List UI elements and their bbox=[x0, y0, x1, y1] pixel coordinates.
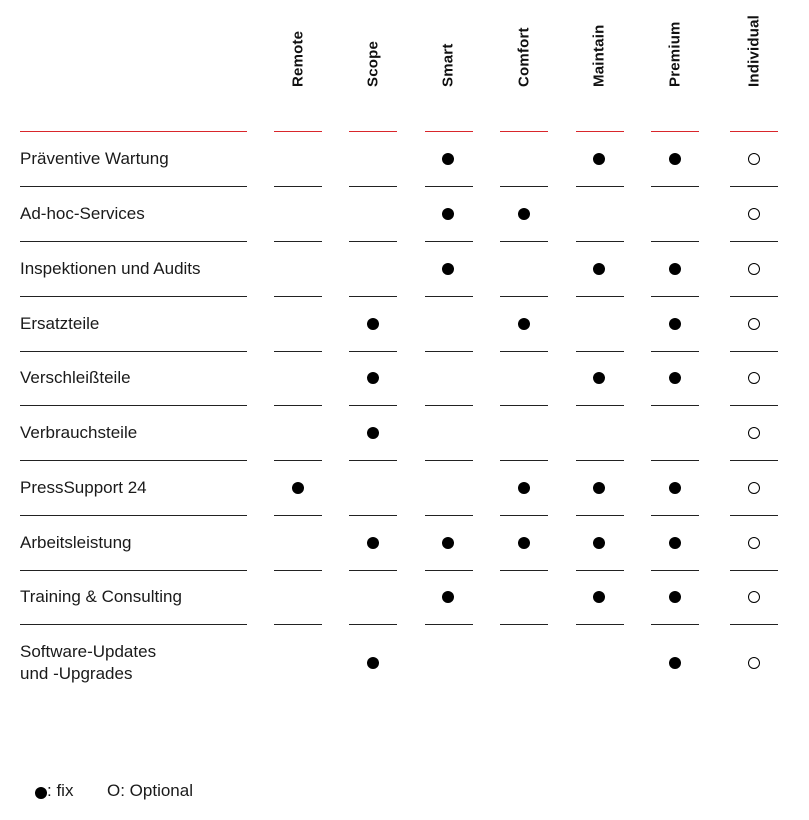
fix-dot-icon bbox=[442, 208, 454, 220]
column-header-label: Maintain bbox=[590, 24, 608, 87]
fix-dot-icon bbox=[593, 482, 605, 494]
optional-circle-icon bbox=[748, 372, 760, 384]
fix-dot-icon bbox=[669, 318, 681, 330]
optional-circle-icon bbox=[748, 318, 760, 330]
row-divider bbox=[274, 405, 322, 406]
row-divider bbox=[500, 186, 548, 187]
row-divider bbox=[651, 296, 699, 297]
row-divider bbox=[651, 624, 699, 625]
row-divider bbox=[274, 624, 322, 625]
column-header-individual bbox=[739, 12, 769, 104]
row-divider bbox=[349, 351, 397, 352]
optional-circle-icon bbox=[748, 591, 760, 603]
row-label: Ersatzteile bbox=[20, 314, 100, 333]
row-divider bbox=[730, 624, 778, 625]
fix-dot-icon bbox=[593, 537, 605, 549]
row-divider bbox=[274, 241, 322, 242]
row-divider bbox=[651, 186, 699, 187]
row-divider bbox=[576, 405, 624, 406]
row-divider bbox=[651, 351, 699, 352]
row-divider bbox=[576, 570, 624, 571]
row-label: Arbeitsleistung bbox=[20, 533, 132, 552]
row-label: Ad-hoc-Services bbox=[20, 204, 145, 223]
fix-dot-icon bbox=[669, 263, 681, 275]
optional-circle-icon bbox=[748, 657, 760, 669]
header-rule bbox=[730, 131, 778, 132]
row-divider bbox=[651, 515, 699, 516]
header-rule bbox=[425, 131, 473, 132]
row-divider bbox=[274, 351, 322, 352]
row-divider bbox=[20, 241, 247, 242]
row-divider bbox=[576, 296, 624, 297]
row-label: Inspektionen und Audits bbox=[20, 259, 201, 278]
header-rule bbox=[500, 131, 548, 132]
row-divider bbox=[349, 405, 397, 406]
row-divider bbox=[651, 460, 699, 461]
row-divider bbox=[20, 460, 247, 461]
row-divider bbox=[349, 460, 397, 461]
row-label: Verbrauchsteile bbox=[20, 423, 138, 442]
column-header-remote bbox=[283, 12, 313, 104]
row-divider bbox=[425, 296, 473, 297]
row-divider bbox=[274, 515, 322, 516]
fix-dot-icon bbox=[367, 372, 379, 384]
row-label: Präventive Wartung bbox=[20, 149, 169, 168]
optional-circle-icon bbox=[748, 153, 760, 165]
fix-dot-icon bbox=[442, 153, 454, 165]
fix-dot-icon bbox=[292, 482, 304, 494]
row-divider bbox=[500, 405, 548, 406]
column-header-comfort bbox=[509, 12, 539, 104]
optional-circle-icon bbox=[748, 482, 760, 494]
row-divider bbox=[576, 351, 624, 352]
column-header-smart bbox=[433, 12, 463, 104]
row-divider bbox=[651, 241, 699, 242]
row-divider bbox=[425, 570, 473, 571]
row-divider bbox=[576, 241, 624, 242]
row-divider bbox=[500, 351, 548, 352]
column-header-label: Premium bbox=[666, 21, 684, 87]
row-divider bbox=[349, 515, 397, 516]
row-divider bbox=[20, 296, 247, 297]
row-divider bbox=[425, 405, 473, 406]
header-rule bbox=[20, 131, 247, 132]
row-divider bbox=[20, 351, 247, 352]
column-header-premium bbox=[660, 12, 690, 104]
optional-circle-icon bbox=[748, 263, 760, 275]
row-divider bbox=[349, 624, 397, 625]
header-rule bbox=[576, 131, 624, 132]
row-divider bbox=[730, 186, 778, 187]
row-divider bbox=[576, 624, 624, 625]
row-divider bbox=[576, 515, 624, 516]
row-divider bbox=[730, 460, 778, 461]
row-divider bbox=[651, 405, 699, 406]
fix-dot-icon bbox=[442, 537, 454, 549]
row-divider bbox=[425, 241, 473, 242]
row-divider bbox=[500, 570, 548, 571]
optional-circle-icon bbox=[748, 537, 760, 549]
optional-circle-icon bbox=[748, 427, 760, 439]
row-divider bbox=[425, 186, 473, 187]
column-header-label: Individual bbox=[745, 14, 763, 87]
fix-dot-icon bbox=[367, 537, 379, 549]
legend-fix-label: : fix bbox=[47, 781, 74, 800]
fix-dot-icon bbox=[593, 372, 605, 384]
fix-dot-icon bbox=[367, 427, 379, 439]
row-label: Training & Consulting bbox=[20, 587, 182, 606]
row-divider bbox=[20, 624, 247, 625]
column-header-scope bbox=[358, 12, 388, 104]
row-divider bbox=[20, 186, 247, 187]
fix-dot-icon bbox=[669, 482, 681, 494]
row-divider bbox=[730, 405, 778, 406]
row-divider bbox=[274, 296, 322, 297]
fix-dot-icon bbox=[593, 153, 605, 165]
row-divider bbox=[730, 570, 778, 571]
row-divider bbox=[730, 515, 778, 516]
row-label: Verschleißteile bbox=[20, 368, 131, 387]
row-divider bbox=[730, 241, 778, 242]
row-divider bbox=[20, 570, 247, 571]
row-divider bbox=[500, 296, 548, 297]
column-header-maintain bbox=[584, 12, 614, 104]
column-header-label: Remote bbox=[289, 30, 307, 87]
row-divider bbox=[425, 351, 473, 352]
column-header-label: Comfort bbox=[515, 27, 533, 87]
row-divider bbox=[349, 241, 397, 242]
row-divider bbox=[651, 570, 699, 571]
row-divider bbox=[425, 515, 473, 516]
row-divider bbox=[20, 405, 247, 406]
fix-dot-icon bbox=[442, 263, 454, 275]
row-divider bbox=[349, 570, 397, 571]
optional-circle-icon bbox=[748, 208, 760, 220]
fix-dot-icon bbox=[518, 537, 530, 549]
row-divider bbox=[500, 624, 548, 625]
row-divider bbox=[576, 186, 624, 187]
row-label: PressSupport 24 bbox=[20, 478, 147, 497]
fix-dot-icon bbox=[518, 208, 530, 220]
row-divider bbox=[425, 624, 473, 625]
column-header-label: Scope bbox=[364, 40, 382, 87]
header-rule bbox=[349, 131, 397, 132]
row-divider bbox=[730, 351, 778, 352]
row-divider bbox=[274, 186, 322, 187]
legend-fix-icon bbox=[35, 787, 47, 799]
fix-dot-icon bbox=[367, 318, 379, 330]
row-label: Software-Updates und -Upgrades bbox=[20, 642, 157, 683]
fix-dot-icon bbox=[367, 657, 379, 669]
row-divider bbox=[349, 296, 397, 297]
row-divider bbox=[576, 460, 624, 461]
fix-dot-icon bbox=[518, 482, 530, 494]
row-divider bbox=[500, 460, 548, 461]
row-divider bbox=[500, 515, 548, 516]
fix-dot-icon bbox=[593, 591, 605, 603]
column-header-label: Smart bbox=[439, 43, 457, 87]
row-divider bbox=[730, 296, 778, 297]
header-rule bbox=[651, 131, 699, 132]
row-divider bbox=[274, 570, 322, 571]
fix-dot-icon bbox=[442, 591, 454, 603]
row-divider bbox=[425, 460, 473, 461]
row-divider bbox=[349, 186, 397, 187]
fix-dot-icon bbox=[669, 153, 681, 165]
row-divider bbox=[500, 241, 548, 242]
fix-dot-icon bbox=[593, 263, 605, 275]
header-rule bbox=[274, 131, 322, 132]
legend-optional-label: O: Optional bbox=[107, 781, 193, 800]
fix-dot-icon bbox=[669, 591, 681, 603]
fix-dot-icon bbox=[669, 372, 681, 384]
fix-dot-icon bbox=[669, 657, 681, 669]
row-divider bbox=[20, 515, 247, 516]
row-divider bbox=[274, 460, 322, 461]
fix-dot-icon bbox=[669, 537, 681, 549]
fix-dot-icon bbox=[518, 318, 530, 330]
